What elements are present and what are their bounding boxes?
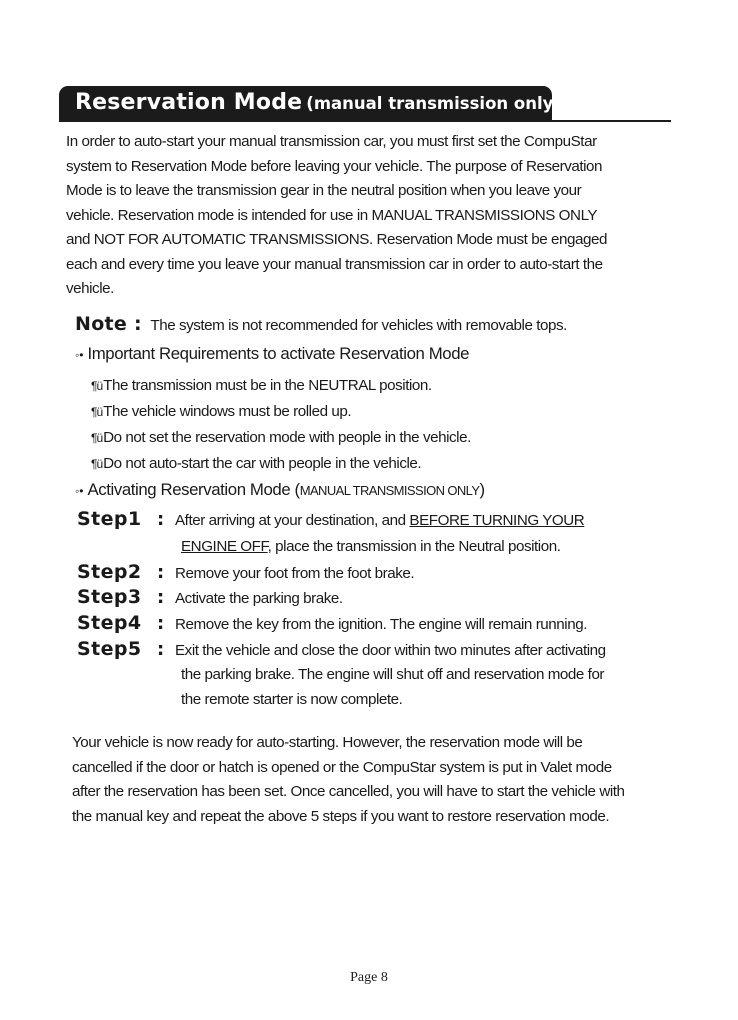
step-colon: :	[157, 562, 165, 583]
paren-open: (	[294, 480, 300, 499]
step-3	[77, 586, 343, 608]
step-underlined-text: ENGINE OFF	[181, 538, 268, 555]
intro-line: system to Reservation Mode before leaving your vehicle. The purpose of Reservation	[66, 157, 603, 175]
list-item	[91, 451, 471, 477]
step-colon: :	[157, 639, 165, 660]
step-underlined-text: BEFORE TURNING YOUR	[409, 512, 585, 529]
step-1-continuation	[181, 538, 560, 555]
step-label: Step5	[77, 638, 142, 660]
step-text: the parking brake. The engine will shut off and reservation mode for	[181, 666, 605, 683]
step-1	[77, 508, 584, 530]
step-text: Activate the parking brake.	[175, 590, 343, 607]
list-marker-icon: ¶ü	[91, 431, 103, 445]
step-colon: :	[157, 587, 165, 608]
list-marker-icon: ¶ü	[91, 457, 103, 471]
list-item	[91, 425, 471, 451]
step-label: Step2	[77, 561, 142, 583]
note-text: The system is not recommended for vehicles with removable tops.	[150, 317, 567, 334]
list-item-text: Do not auto-start the car with people in the vehicle.	[103, 455, 422, 472]
intro-line: vehicle.	[66, 280, 114, 297]
intro-paragraph	[66, 130, 678, 302]
activating-sub: MANUAL TRANSMISSION ONLY	[299, 483, 480, 498]
step-colon: :	[157, 509, 165, 530]
activating-heading-text: Activating Reservation Mode	[87, 480, 291, 499]
list-item	[91, 399, 471, 425]
step-colon: :	[157, 613, 165, 634]
intro-line: In order to auto-start your manual transmission car, you must first set the CompuStar	[66, 133, 597, 150]
list-item-text: Do not set the reservation mode with people in the vehicle.	[103, 429, 471, 446]
step-5-continuation	[181, 691, 402, 708]
list-item-text: The vehicle windows must be rolled up.	[103, 403, 352, 420]
title-main: Reservation Mode	[75, 90, 303, 115]
activating-heading	[75, 480, 485, 500]
paren-close: )	[479, 480, 485, 499]
outro-line: Your vehicle is now ready for auto-starting. However, the reservation mode will be	[72, 734, 583, 751]
list-item	[91, 373, 471, 399]
section-title	[59, 86, 561, 120]
requirements-heading	[75, 344, 469, 364]
step-5	[77, 638, 606, 660]
list-item-text: The transmission must be in the NEUTRAL position.	[103, 377, 432, 394]
step-text: the remote starter is now complete.	[181, 691, 403, 708]
note	[75, 313, 567, 335]
intro-line: each and every time you leave your manual transmission car in order to auto-start the	[66, 255, 603, 273]
intro-line: Mode is to leave the transmission gear in the neutral position when you leave your	[66, 182, 582, 199]
list-marker-icon: ¶ü	[91, 379, 103, 393]
bullet-icon: ◦•	[75, 348, 84, 362]
title-sub: (manual transmission only)	[306, 94, 561, 113]
step-text: Remove your foot from the foot brake.	[175, 565, 415, 582]
outro-line: after the reservation has been set. Once cancelled, you will have to start the vehicle with	[72, 783, 625, 800]
section-title-banner	[59, 86, 671, 122]
requirements-heading-text: Important Requirements to activate Reservation Mode	[87, 344, 470, 363]
step-label: Step1	[77, 508, 142, 530]
step-5-continuation	[181, 666, 604, 683]
requirements-list	[91, 373, 471, 477]
step-text: After arriving at your destination, and	[175, 512, 410, 529]
intro-line: vehicle. Reservation mode is intended for use in MANUAL TRANSMISSIONS ONLY	[66, 206, 598, 224]
outro-line: cancelled if the door or hatch is opened or the CompuStar system is put in Valet mode	[72, 758, 612, 776]
outro-line: the manual key and repeat the above 5 steps if you want to restore reservation mode.	[72, 807, 610, 825]
page-number: Page 8	[350, 970, 388, 985]
note-label: Note :	[75, 313, 142, 335]
intro-line: and NOT FOR AUTOMATIC TRANSMISSIONS. Reservation Mode must be engaged	[66, 231, 607, 248]
step-2	[77, 561, 414, 583]
title-underline-rule	[59, 120, 671, 122]
step-label: Step3	[77, 586, 142, 608]
step-text: , place the transmission in the Neutral position.	[267, 538, 561, 555]
step-label: Step4	[77, 612, 142, 634]
outro-paragraph	[72, 731, 692, 829]
step-text: Remove the key from the ignition. The engine will remain running.	[175, 616, 587, 633]
list-marker-icon: ¶ü	[91, 405, 103, 419]
step-text: Exit the vehicle and close the door within two minutes after activating	[175, 642, 606, 659]
step-4	[77, 612, 587, 634]
bullet-icon: ◦•	[75, 484, 84, 498]
